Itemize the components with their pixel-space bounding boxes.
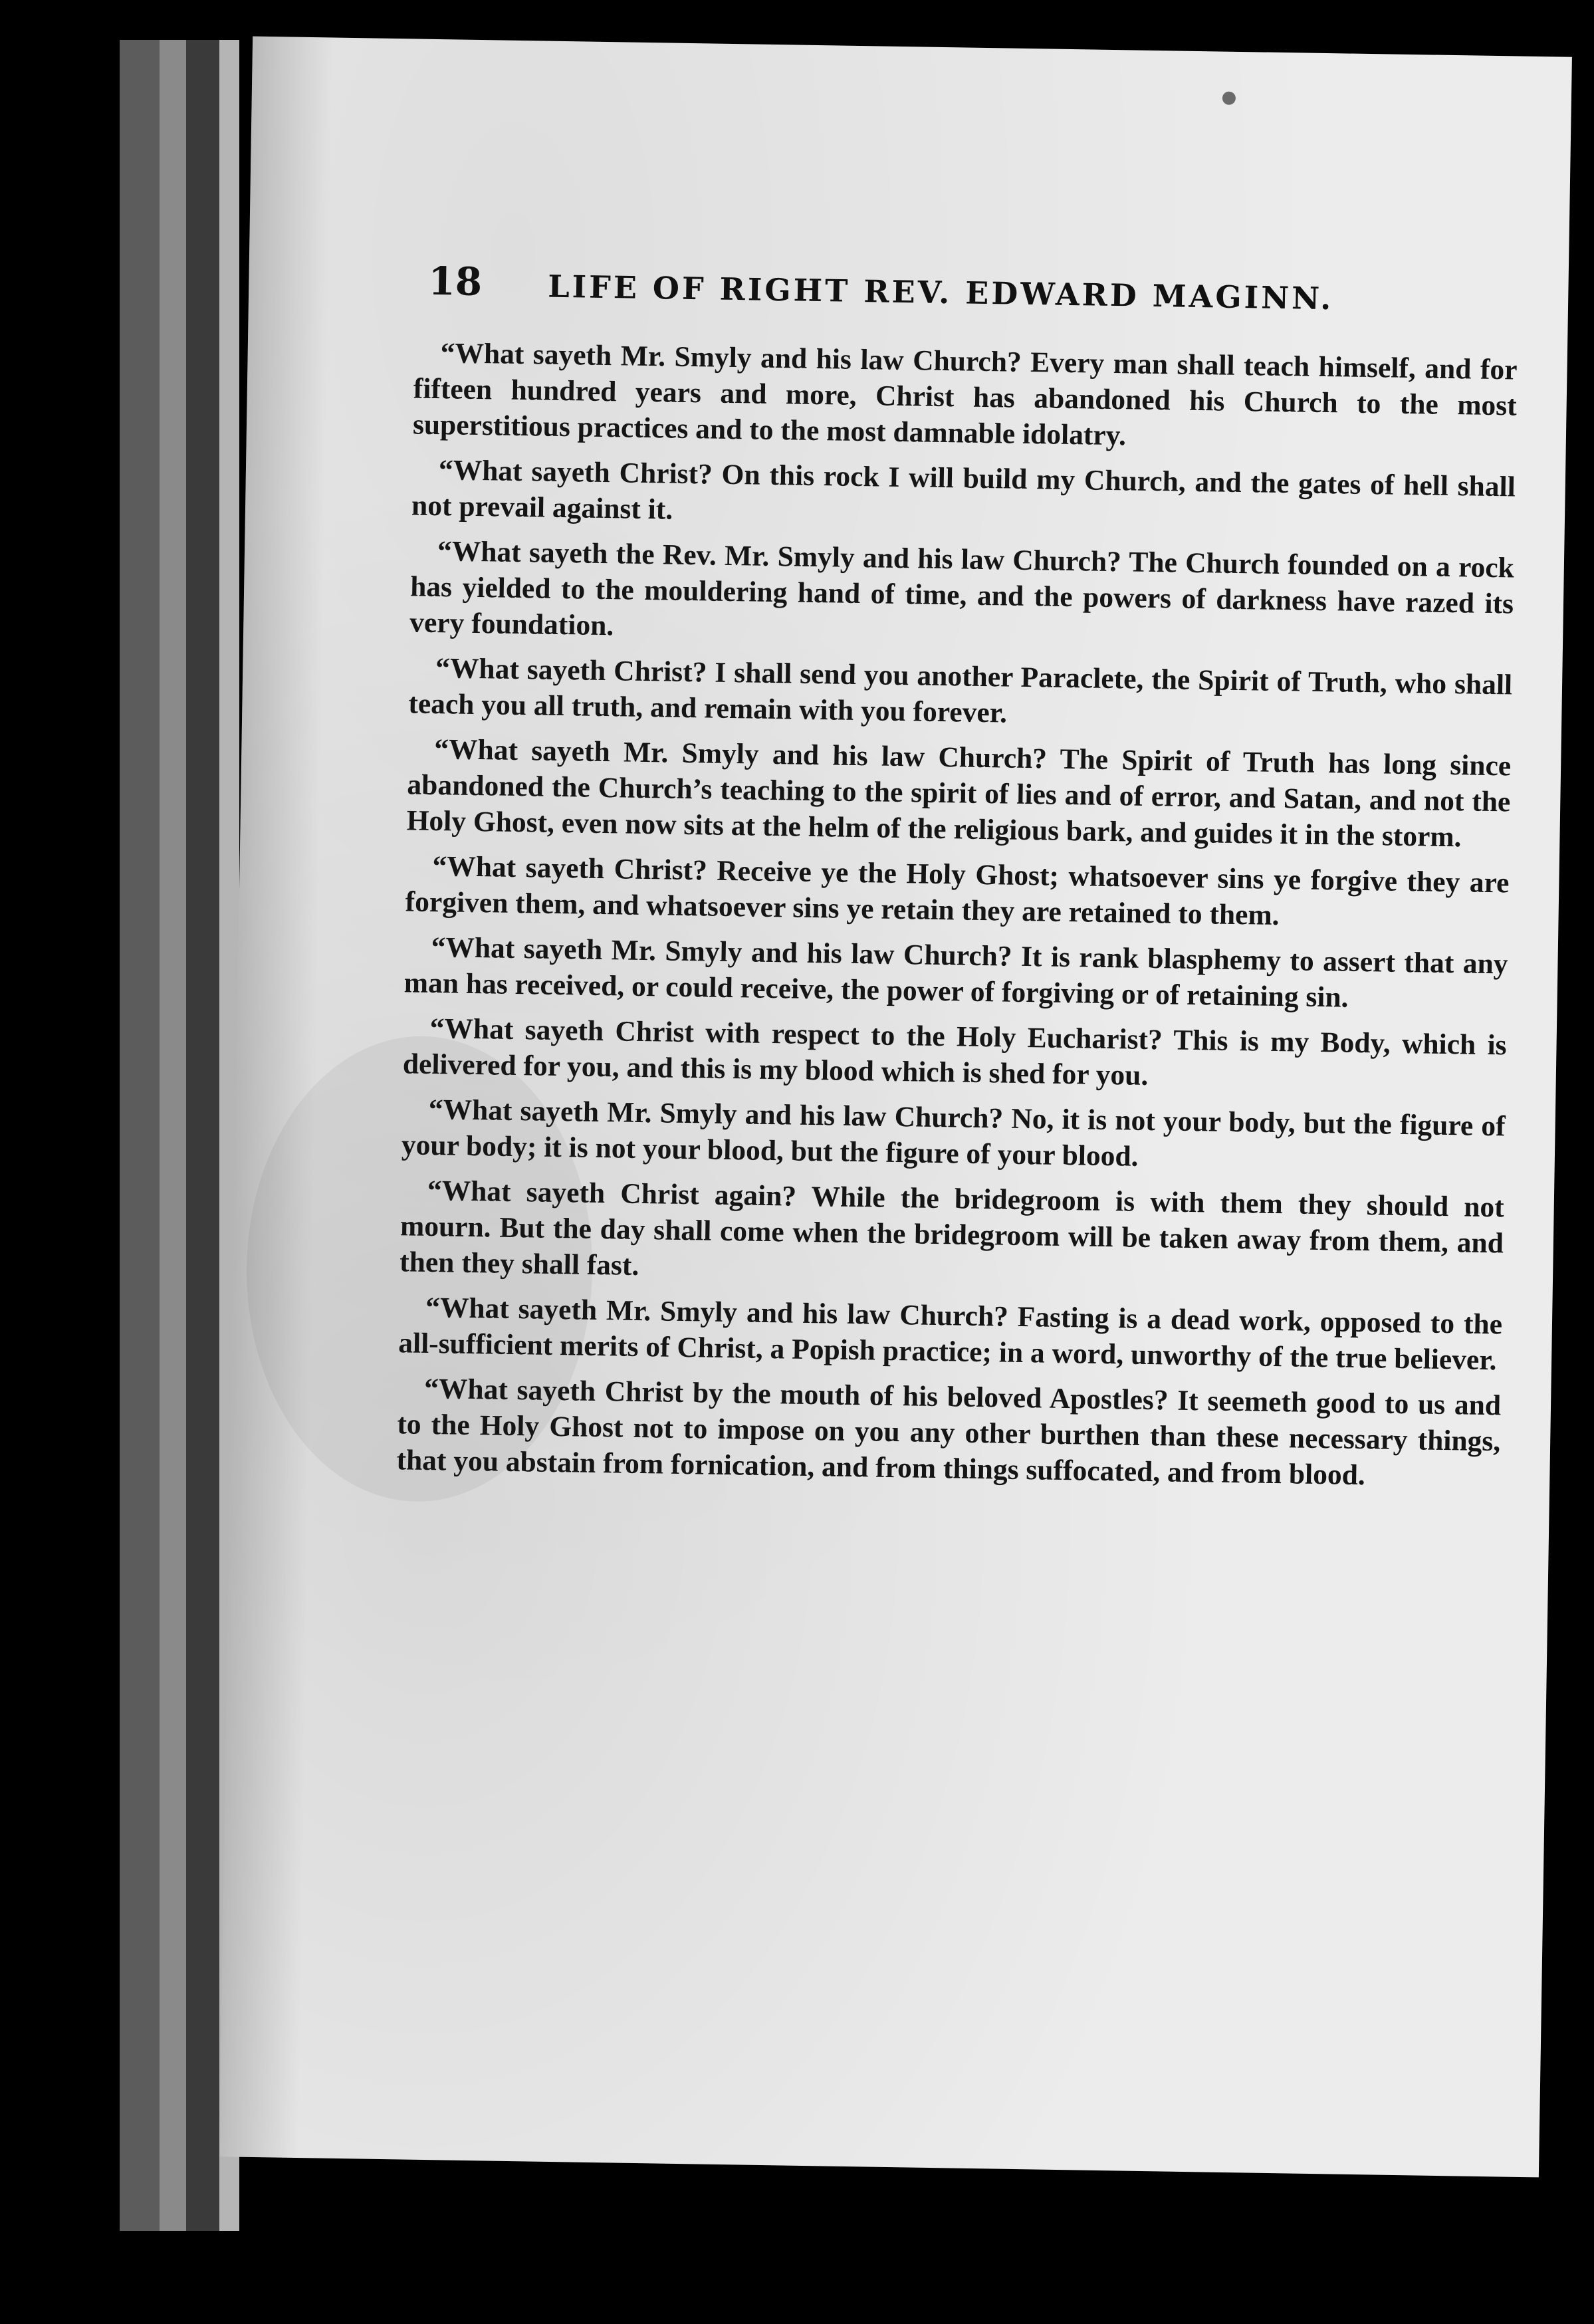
paragraph: “What sayeth Mr. Smyly and his law Church? The Spirit of Truth has long since abandoned the Church’s teaching to the spirit of lies and of error, and Satan, and not the Holy Ghost, even now sits at the helm of the religious bark, and guides it in the storm. xyxy=(406,733,1512,854)
body-text xyxy=(396,334,1518,1504)
page-header xyxy=(428,259,1526,336)
page-number: 18 xyxy=(427,258,483,305)
page-edge xyxy=(160,40,186,2231)
paragraph: “What sayeth Mr. Smyly and his law Church? Fasting is a dead work, opposed to the all-sufficient merits of Christ, a Popish practice; in a word, unworthy of the true believer. xyxy=(398,1291,1503,1377)
page-edge xyxy=(186,40,219,2231)
page-edge xyxy=(120,40,160,2231)
paragraph: “What sayeth the Rev. Mr. Smyly and his law Church? The Church founded on a rock has yielded to the mouldering hand of time, and the powers of darkness have razed its very foundation. xyxy=(409,535,1515,642)
paragraph: “What sayeth Mr. Smyly and his law Church? Every man shall teach himself, and for fifteen hundred years and more, Christ has abandoned his Church to the most superstitious practices and to the most damnable idolatry. xyxy=(412,337,1518,452)
paragraph: “What sayeth Christ with respect to the Holy Eucharist? This is my Body, which is delivered for you, and this is my blood which is shed for you. xyxy=(402,1012,1507,1092)
paragraph: “What sayeth Mr. Smyly and his law Church? It is rank blasphemy to assert that any man has received, or could receive, the power of forgiving or of retaining sin. xyxy=(403,931,1508,1014)
paragraph: “What sayeth Christ? I shall send you another Paraclete, the Spirit of Truth, who shall teach you all truth, and remain with you forever. xyxy=(408,652,1513,729)
paragraph: “What sayeth Christ by the mouth of his beloved Apostles? It seemeth good to us and to the Holy Ghost not to impose on you any other burthen than these necessary things, that you abstain from fornication, and from things suffocated, and from blood. xyxy=(396,1372,1502,1492)
scan-border xyxy=(1569,0,1594,2324)
paragraph: “What sayeth Christ? Receive ye the Holy Ghost; whatsoever sins ye forgive they are forgiven them, and whatsoever sins ye retain they are retained to them. xyxy=(405,850,1510,932)
paragraph: “What sayeth Christ again? While the bridegroom is with them they should not mourn. But the day shall come when the bridegroom will be taken away from them, and then they shall fast. xyxy=(399,1174,1505,1282)
running-head: LIFE OF RIGHT REV. EDWARD MAGINN. xyxy=(547,268,1334,317)
paper-stain xyxy=(1222,92,1236,105)
book-page xyxy=(219,37,1572,2178)
paragraph: “What sayeth Mr. Smyly and his law Church? No, it is not your body, but the figure of your body; it is not your blood, but the figure of your blood. xyxy=(401,1093,1506,1173)
paragraph: “What sayeth Christ? On this rock I will build my Church, and the gates of hell shall not prevail against it. xyxy=(411,454,1516,526)
